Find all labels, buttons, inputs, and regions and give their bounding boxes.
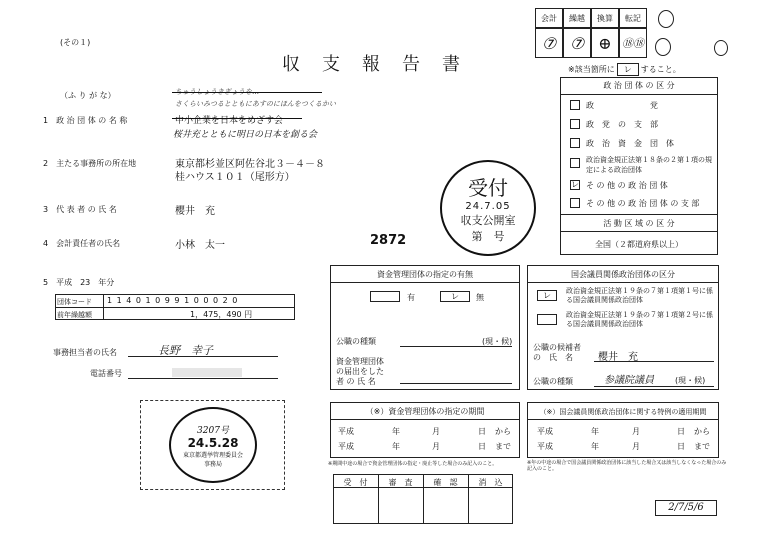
category-label-2: 政 治 資 金 団 体 bbox=[586, 139, 674, 148]
approval-mark: ⑦ bbox=[563, 28, 591, 58]
corner-number: 2/7/5/6 bbox=[655, 500, 717, 516]
approval-mark: ⊕ bbox=[591, 28, 619, 58]
office-header-review: 審 査 bbox=[388, 478, 413, 487]
period-special-row2-month: 月 bbox=[632, 442, 640, 451]
fund-post-label: 公職の種類 bbox=[336, 337, 376, 346]
period-fund-row1-year: 年 bbox=[392, 427, 400, 436]
approval-header: 転記 bbox=[619, 8, 647, 28]
period-fund-row2-month: 月 bbox=[432, 442, 440, 451]
fund-no-label: 無 bbox=[476, 293, 484, 302]
approval-header: 会計 bbox=[535, 8, 563, 28]
office-header-cleared: 消 込 bbox=[478, 478, 503, 487]
fund-yes-box[interactable] bbox=[370, 291, 400, 302]
extra-circle-mark bbox=[714, 40, 728, 56]
furigana-value: ちゅうしょうきぎょうを… bbox=[175, 88, 259, 96]
fund-post-choice: (現・候) bbox=[482, 337, 513, 346]
phone-redacted bbox=[172, 368, 242, 377]
treasurer-label: 4 会計責任者の氏名 bbox=[43, 239, 121, 248]
diet-post-label: 公職の種類 bbox=[533, 377, 573, 386]
area-value: 全国（２都道府県以上） bbox=[595, 240, 683, 249]
category-label-1: 政 党 の 支 部 bbox=[586, 120, 658, 129]
period-fund-row1-era: 平成 bbox=[338, 427, 354, 436]
extra-circle-mark bbox=[655, 38, 671, 56]
period-special-row1-year: 年 bbox=[591, 427, 599, 436]
category-checkbox-2[interactable] bbox=[570, 138, 580, 148]
period-special-row1-day: 日 bbox=[677, 427, 685, 436]
representative-name: 櫻井 充 bbox=[175, 206, 215, 217]
office-header-confirm: 確 認 bbox=[433, 478, 458, 487]
period-special-note: ※年の中途の場合で国会議員関係政治団体に該当した場合又は該当しなくなった場合のみ記入のこと。 bbox=[527, 460, 727, 472]
receipt-stamp-number: 第 号 bbox=[471, 230, 505, 243]
category-label-0: 政 党 bbox=[586, 101, 658, 110]
check-note: ※該当箇所に レ すること。 bbox=[568, 65, 681, 74]
commission-stamp-org: 東京都選挙管理委員会 bbox=[182, 451, 243, 459]
diet-post-choice: (現・候) bbox=[675, 376, 706, 385]
year-label: 5 平成 23 年分 bbox=[43, 278, 115, 287]
period-special-title: （※）国会議員関係政治団体に関する特例の適用期間 bbox=[539, 408, 707, 416]
representative-label: 3 代 表 者 の 氏 名 bbox=[43, 205, 117, 214]
office-address-label: 2 主たる事務所の所在地 bbox=[43, 159, 137, 168]
diet-opt2-label: 政治資金規正法第１９条の７第１項第２号に係る国会議員関係政治団体 bbox=[566, 311, 713, 328]
receipt-stamp-office: 収支公開室 bbox=[460, 214, 516, 227]
category-title: 政 治 団 体 の 区 分 bbox=[603, 81, 675, 90]
diet-candidate-name: 櫻井 充 bbox=[598, 352, 638, 363]
office-address-line2: 桂ハウス１０１（尾形方） bbox=[175, 172, 295, 183]
receipt-stamp-title: 受付 bbox=[468, 176, 508, 200]
period-special-row2-era: 平成 bbox=[537, 442, 553, 451]
phone-label: 電話番号 bbox=[90, 369, 122, 378]
commission-stamp-office: 事務局 bbox=[203, 460, 222, 468]
category-checkbox-1[interactable] bbox=[570, 119, 580, 129]
area-title: 活 動 区 域 の 区 分 bbox=[603, 219, 675, 228]
office-address-line1: 東京都杉並区阿佐谷北３－４－８ bbox=[175, 159, 325, 170]
extra-circle-mark bbox=[658, 10, 674, 28]
receipt-stamp-date: 24.7.05 bbox=[465, 201, 511, 212]
period-special-row2-year: 年 bbox=[591, 442, 599, 451]
org-name-label: 1 政 治 団 体 の 名 称 bbox=[43, 116, 128, 125]
category-checkbox-3[interactable] bbox=[570, 158, 580, 168]
period-fund-row2-to: まで bbox=[495, 442, 511, 451]
form-number: (その１) bbox=[60, 38, 91, 47]
period-fund-row1-month: 月 bbox=[432, 427, 440, 436]
group-code-label: 団体コード bbox=[57, 298, 92, 306]
period-special-row2-to: まで bbox=[694, 442, 710, 451]
page-title: 収 支 報 告 書 bbox=[282, 54, 462, 75]
category-label-5: そ の 他 の 政 治 団 体 の 支 部 bbox=[586, 199, 700, 208]
fund-designation-title: 資金管理団体の指定の有無 bbox=[377, 270, 473, 279]
org-name-struck: 中小企業を日本をめざす会 bbox=[175, 116, 284, 126]
commission-stamp-number: 3207号 bbox=[197, 425, 229, 436]
fund-notifier-label: 資金管理団体 の届出をした 者 の 氏 名 bbox=[336, 357, 384, 386]
fund-yes-label: 有 bbox=[407, 293, 415, 302]
treasurer-name: 小林 太一 bbox=[175, 240, 225, 251]
diet-opt2-checkbox[interactable] bbox=[537, 314, 557, 325]
period-fund-title: （※）資金管理団体の指定の期間 bbox=[365, 407, 485, 416]
category-checkbox-5[interactable] bbox=[570, 198, 580, 208]
period-fund-row1-day: 日 bbox=[478, 427, 486, 436]
period-special-row2-day: 日 bbox=[677, 442, 685, 451]
serial-number: 2872 bbox=[370, 233, 407, 248]
office-header-receipt: 受 付 bbox=[343, 478, 368, 487]
category-label-3: 政治資金規正法第１８条の２第１項の規定による政治団体 bbox=[586, 156, 712, 174]
period-special-row1-month: 月 bbox=[632, 427, 640, 436]
approval-header: 換算 bbox=[591, 8, 619, 28]
approval-mark: ⑱⑱ bbox=[619, 28, 647, 58]
period-special-row1-era: 平成 bbox=[537, 427, 553, 436]
receipt-stamp bbox=[440, 160, 536, 256]
category-label-4: そ の 他 の 政 治 団 体 bbox=[586, 181, 668, 190]
diet-opt1-label: 政治資金規正法第１９条の７第１項第１号に係る国会議員関係政治団体 bbox=[566, 287, 713, 304]
period-fund-row2-era: 平成 bbox=[338, 442, 354, 451]
period-fund-row1-from: から bbox=[495, 427, 511, 436]
category-checkbox-4[interactable]: レ bbox=[571, 180, 579, 189]
furigana-handwritten: さくらいみつるとともにあすのにほんをつくるかい bbox=[175, 100, 336, 108]
diet-opt1-checkbox[interactable]: レ bbox=[537, 290, 557, 301]
group-code-value: 1 1 4 0 1 0 9 9 1 0 0 0 2 0 bbox=[107, 296, 239, 305]
diet-post-value: 参議院議員 bbox=[604, 375, 654, 386]
commission-stamp bbox=[169, 407, 257, 483]
period-fund-row2-year: 年 bbox=[392, 442, 400, 451]
staff-label: 事務担当者の氏名 bbox=[53, 348, 117, 357]
furigana-label: （ふ り が な） bbox=[60, 91, 116, 100]
period-special-row1-from: から bbox=[694, 427, 710, 436]
category-checkbox-0[interactable] bbox=[570, 100, 580, 110]
fund-no-box[interactable]: レ bbox=[440, 291, 470, 302]
period-fund-note: ※期間中途の場合で資金管理団体の指定・廃止等した場合のみ記入のこと。 bbox=[328, 461, 498, 467]
carryover-value: 1，475，490 円 bbox=[190, 310, 253, 319]
org-name-handwritten: 桜井充とともに明日の日本を創る会 bbox=[173, 130, 318, 140]
commission-stamp-date: 24.5.28 bbox=[187, 435, 239, 450]
staff-name: 長野 幸子 bbox=[158, 344, 213, 357]
carryover-label: 前年繰越額 bbox=[57, 311, 92, 319]
period-fund-row2-day: 日 bbox=[478, 442, 486, 451]
approval-mark: ⑦ bbox=[535, 28, 563, 58]
diet-candidate-label: 公職の候補者 の 氏 名 bbox=[533, 343, 581, 362]
commission-stamp-area bbox=[140, 400, 285, 490]
approval-header: 繰越 bbox=[563, 8, 591, 28]
diet-related-title: 国会議員関係政治団体の区分 bbox=[571, 270, 675, 279]
